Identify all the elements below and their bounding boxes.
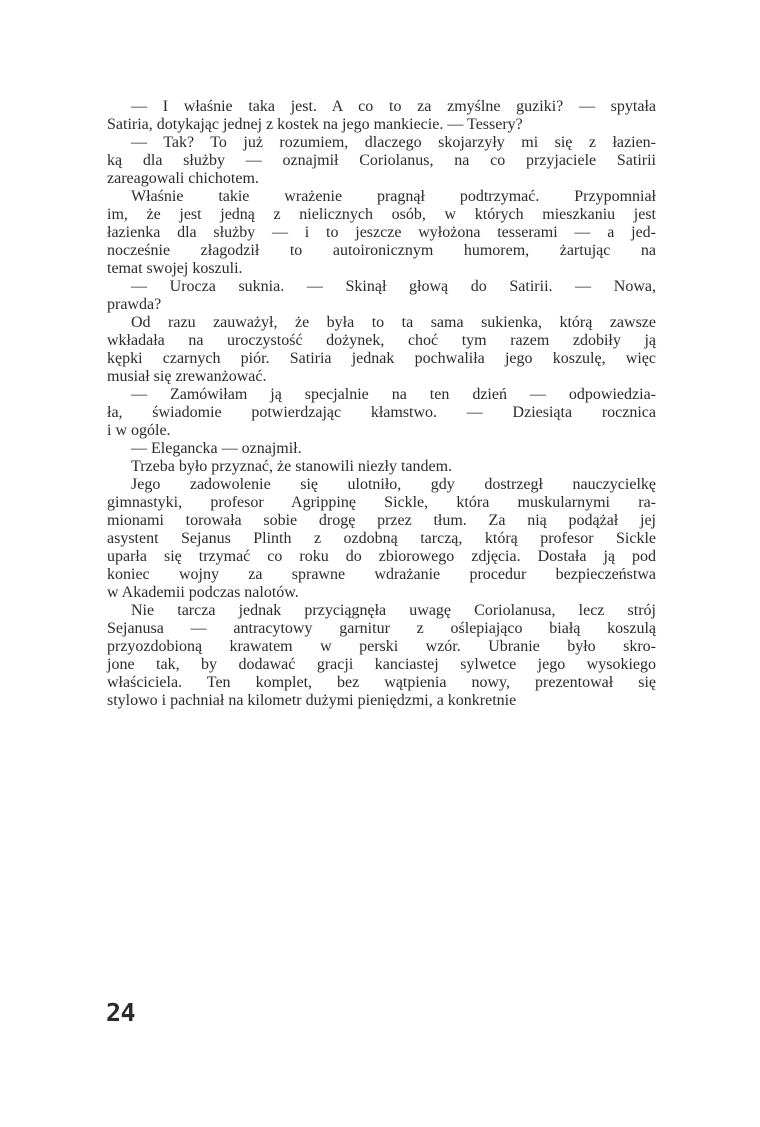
text-line: jone tak, by dodawać gracji kanciastej sylwetce jego wysokiego [107,656,656,673]
text-line: im, że jest jedną z nielicznych osób, w których mieszkaniu jest [107,206,656,223]
page-text-block [107,98,656,710]
text-line: kępki czarnych piór. Satiria jednak pochwaliła jego koszulę, więc [107,350,656,367]
text-line: nocześnie złagodził to autoironicznym humorem, żartując na [107,242,656,259]
text-line: łazienka dla służby — i to jeszcze wyłożona tesserami — a jed- [107,224,656,241]
text-line: asystent Sejanus Plinth z ozdobną tarczą, którą profesor Sickle [107,530,656,547]
text-line: i w ogóle. [107,422,171,439]
text-line: stylowo i pachniał na kilometr dużymi pieniędzmi, a konkretnie [107,692,517,709]
text-line: Jego zadowolenie się ulotniło, gdy dostrzegł nauczycielkę [131,476,656,493]
text-line: Właśnie takie wrażenie pragnął podtrzymać. Przypomniał [131,188,656,205]
text-line: — I właśnie taka jest. A co to za zmyślne guziki? — spytała [131,98,656,115]
text-line: Od razu zauważył, że była to ta sama sukienka, którą zawsze [131,314,656,331]
text-line: ką dla służby — oznajmił Coriolanus, na co przyjaciele Satirii [107,152,656,169]
text-line: mionami torowała sobie drogę przez tłum. Za nią podążał jej [107,512,656,529]
text-line: gimnastyki, profesor Agrippinę Sickle, która muskularnymi ra- [107,494,656,511]
text-line: — Tak? To już rozumiem, dlaczego skojarzyły mi się z łazien- [131,134,656,151]
text-line: — Elegancka — oznajmił. [131,440,302,457]
text-line: — Urocza suknia. — Skinął głową do Satirii. — Nowa, [131,278,656,295]
text-line: temat swojej koszuli. [107,260,243,277]
text-line: zareagowali chichotem. [107,170,259,187]
text-line: prawda? [107,296,162,313]
text-line: musiał się zrewanżować. [107,368,267,385]
text-line: Satiria, dotykając jednej z kostek na jego mankiecie. — Tessery? [107,116,523,133]
text-line: ła, świadomie potwierdzając kłamstwo. — Dziesiąta rocznica [107,404,656,421]
page-number: 24 [106,998,136,1027]
text-line: Trzeba było przyznać, że stanowili niezły tandem. [131,458,453,475]
text-line: w Akademii podczas nalotów. [107,584,299,601]
text-line: przyozdobioną krawatem w perski wzór. Ubranie było skro- [107,638,656,655]
text-line: właściciela. Ten komplet, bez wątpienia nowy, prezentował się [107,674,656,691]
text-line: Nie tarcza jednak przyciągnęła uwagę Coriolanusa, lecz strój [131,602,656,619]
text-line: koniec wojny za sprawne wdrażanie procedur bezpieczeństwa [107,566,656,583]
text-line: wkładała na uroczystość dożynek, choć tym razem zdobiły ją [107,332,656,349]
text-line: — Zamówiłam ją specjalnie na ten dzień — odpowiedzia- [131,386,656,403]
text-line: Sejanusa — antracytowy garnitur z oślepiająco białą koszulą [107,620,656,637]
text-line: uparła się trzymać co roku do zbiorowego zdjęcia. Dostała ją pod [107,548,656,565]
